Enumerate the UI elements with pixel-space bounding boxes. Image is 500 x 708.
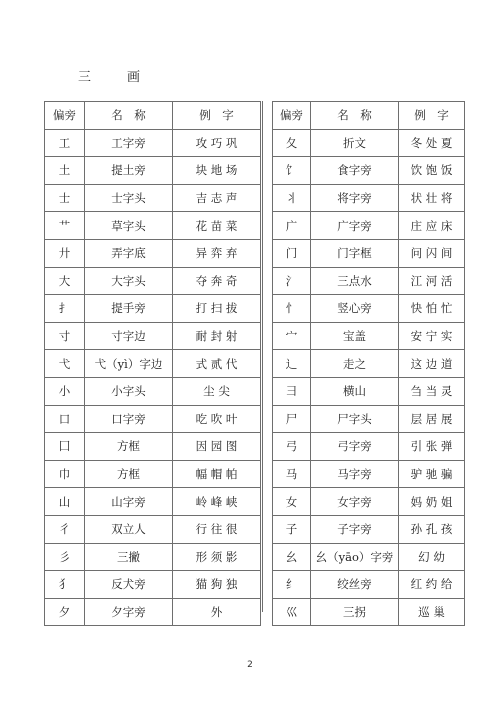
table-row [273, 212, 465, 240]
radical-name-cell: 双立人 [85, 515, 173, 543]
radical-name-cell: 走之 [311, 350, 399, 378]
header-example: 例 字 [399, 102, 465, 130]
radical-cell: 女 [273, 488, 311, 516]
radical-cell: 彡 [45, 543, 85, 571]
radical-cell: 巛 [273, 598, 311, 626]
table-row [273, 433, 465, 461]
table-row [273, 598, 465, 626]
table-row [273, 543, 465, 571]
table-row [45, 377, 261, 405]
table-row [45, 239, 261, 267]
example-chars-cell: 幻 幼 [399, 543, 465, 571]
radical-cell: 尸 [273, 405, 311, 433]
radical-cell: 夂 [273, 129, 311, 157]
radical-name-cell: 工字旁 [85, 129, 173, 157]
table-row [273, 129, 465, 157]
radical-name-cell: 广字旁 [311, 212, 399, 240]
radical-name-cell: 弄字底 [85, 239, 173, 267]
table-row [273, 267, 465, 295]
radical-name-cell: 方框 [85, 460, 173, 488]
radical-cell: 辶 [273, 350, 311, 378]
example-chars-cell: 快 怕 忙 [399, 295, 465, 323]
radical-cell: 门 [273, 239, 311, 267]
radical-name-cell: 绞丝旁 [311, 571, 399, 599]
example-chars-cell: 刍 当 灵 [399, 377, 465, 405]
radical-name-cell: 女字旁 [311, 488, 399, 516]
table-row [45, 543, 261, 571]
example-chars-cell: 打 扫 拔 [173, 295, 261, 323]
radical-cell: 幺 [273, 543, 311, 571]
page-number: 2 [247, 660, 253, 670]
table-row [45, 460, 261, 488]
example-chars-cell: 尘 尖 [173, 377, 261, 405]
radical-name-cell: 马字旁 [311, 460, 399, 488]
table-row [45, 295, 261, 323]
table-row [45, 571, 261, 599]
radical-cell: 工 [45, 129, 85, 157]
column-divider [262, 101, 263, 612]
radical-name-cell: 口字旁 [85, 405, 173, 433]
example-chars-cell: 行 往 很 [173, 515, 261, 543]
radical-cell: 氵 [273, 267, 311, 295]
table-header-row [273, 102, 465, 130]
example-chars-cell: 吉 志 声 [173, 184, 261, 212]
example-chars-cell: 状 壮 将 [399, 184, 465, 212]
radical-cell: 犭 [45, 571, 85, 599]
radical-cell: 山 [45, 488, 85, 516]
table-row [273, 295, 465, 323]
heading-three: 三 [78, 70, 92, 85]
table-row [273, 515, 465, 543]
table-row [45, 515, 261, 543]
table-header-row [45, 102, 261, 130]
table-row [45, 129, 261, 157]
radical-cell: 纟 [273, 571, 311, 599]
radical-name-cell: 山字旁 [85, 488, 173, 516]
table-row [45, 184, 261, 212]
example-chars-cell: 花 苗 菜 [173, 212, 261, 240]
right-radical-table [272, 101, 465, 626]
radical-cell: 忄 [273, 295, 311, 323]
radical-cell: 囗 [45, 433, 85, 461]
header-radical: 偏旁 [273, 102, 311, 130]
radical-name-cell: 提手旁 [85, 295, 173, 323]
radical-name-cell: 三撇 [85, 543, 173, 571]
example-chars-cell: 引 张 弹 [399, 433, 465, 461]
table-row [273, 571, 465, 599]
example-chars-cell: 耐 封 射 [173, 322, 261, 350]
radical-cell: 丬 [273, 184, 311, 212]
table-row [45, 322, 261, 350]
radical-name-cell: 士字头 [85, 184, 173, 212]
example-chars-cell: 妈 奶 姐 [399, 488, 465, 516]
radical-name-cell: 寸字边 [85, 322, 173, 350]
radical-cell: 饣 [273, 157, 311, 185]
table-row [273, 350, 465, 378]
radical-cell: 彳 [45, 515, 85, 543]
left-radical-table [44, 101, 261, 626]
radical-name-cell: 方框 [85, 433, 173, 461]
radical-cell: 廾 [45, 239, 85, 267]
example-chars-cell: 攻 巧 巩 [173, 129, 261, 157]
table-row [45, 350, 261, 378]
radical-name-cell: 三点水 [311, 267, 399, 295]
radical-name-cell: 竖心旁 [311, 295, 399, 323]
radical-name-cell: 夕字旁 [85, 598, 173, 626]
example-chars-cell: 异 弈 弃 [173, 239, 261, 267]
header-radical: 偏旁 [45, 102, 85, 130]
example-chars-cell: 块 地 场 [173, 157, 261, 185]
radical-cell: 小 [45, 377, 85, 405]
example-chars-cell: 式 贰 代 [173, 350, 261, 378]
radical-cell: 土 [45, 157, 85, 185]
radical-name-cell: 反犬旁 [85, 571, 173, 599]
radical-cell: 子 [273, 515, 311, 543]
example-chars-cell: 饮 饱 饭 [399, 157, 465, 185]
table-row [45, 598, 261, 626]
example-chars-cell: 因 园 图 [173, 433, 261, 461]
radical-cell: 弋 [45, 350, 85, 378]
radical-cell: 马 [273, 460, 311, 488]
example-chars-cell: 孙 孔 孩 [399, 515, 465, 543]
table-row [45, 267, 261, 295]
radical-name-cell: 折文 [311, 129, 399, 157]
example-chars-cell: 夺 奔 奇 [173, 267, 261, 295]
radical-name-cell: 尸字头 [311, 405, 399, 433]
example-chars-cell: 问 闪 间 [399, 239, 465, 267]
example-chars-cell: 红 约 给 [399, 571, 465, 599]
radical-cell: 艹 [45, 212, 85, 240]
radical-name-cell: 幺（yāo）字旁 [311, 543, 399, 571]
example-chars-cell: 驴 驰 骗 [399, 460, 465, 488]
table-row [273, 239, 465, 267]
radical-name-cell: 弓字旁 [311, 433, 399, 461]
radical-cell: 巾 [45, 460, 85, 488]
table-row [273, 405, 465, 433]
radical-name-cell: 横山 [311, 377, 399, 405]
radical-cell: 彐 [273, 377, 311, 405]
example-chars-cell: 外 [173, 598, 261, 626]
radical-name-cell: 提土旁 [85, 157, 173, 185]
example-chars-cell: 冬 处 夏 [399, 129, 465, 157]
radical-name-cell: 大字头 [85, 267, 173, 295]
radical-name-cell: 宝盖 [311, 322, 399, 350]
table-row [45, 212, 261, 240]
table-row [273, 157, 465, 185]
example-chars-cell: 猫 狗 独 [173, 571, 261, 599]
table-row [273, 184, 465, 212]
radical-name-cell: 子字旁 [311, 515, 399, 543]
radical-name-cell: 小字头 [85, 377, 173, 405]
radical-cell: 弓 [273, 433, 311, 461]
radical-name-cell: 三拐 [311, 598, 399, 626]
example-chars-cell: 庄 应 床 [399, 212, 465, 240]
header-name: 名 称 [311, 102, 399, 130]
example-chars-cell: 层 居 展 [399, 405, 465, 433]
example-chars-cell: 巡 巢 [399, 598, 465, 626]
radical-cell: 寸 [45, 322, 85, 350]
heading-strokes: 画 [127, 70, 141, 85]
example-chars-cell: 岭 峰 峡 [173, 488, 261, 516]
header-example: 例 字 [173, 102, 261, 130]
table-row [45, 157, 261, 185]
radical-cell: 夕 [45, 598, 85, 626]
radical-cell: 大 [45, 267, 85, 295]
table-row [273, 488, 465, 516]
header-name: 名 称 [85, 102, 173, 130]
radical-cell: 扌 [45, 295, 85, 323]
radical-name-cell: 弋（yì）字边 [85, 350, 173, 378]
section-heading [78, 66, 140, 85]
radical-name-cell: 将字旁 [311, 184, 399, 212]
table-row [45, 488, 261, 516]
table-row [45, 433, 261, 461]
radical-name-cell: 食字旁 [311, 157, 399, 185]
table-row [273, 377, 465, 405]
example-chars-cell: 吃 吹 叶 [173, 405, 261, 433]
radical-cell: 宀 [273, 322, 311, 350]
radical-cell: 广 [273, 212, 311, 240]
example-chars-cell: 江 河 活 [399, 267, 465, 295]
table-row [273, 460, 465, 488]
example-chars-cell: 形 须 影 [173, 543, 261, 571]
example-chars-cell: 安 宁 实 [399, 322, 465, 350]
radical-cell: 士 [45, 184, 85, 212]
radical-name-cell: 草字头 [85, 212, 173, 240]
radical-cell: 口 [45, 405, 85, 433]
table-row [45, 405, 261, 433]
table-row [273, 322, 465, 350]
radical-name-cell: 门字框 [311, 239, 399, 267]
example-chars-cell: 这 边 道 [399, 350, 465, 378]
example-chars-cell: 幅 帽 帕 [173, 460, 261, 488]
